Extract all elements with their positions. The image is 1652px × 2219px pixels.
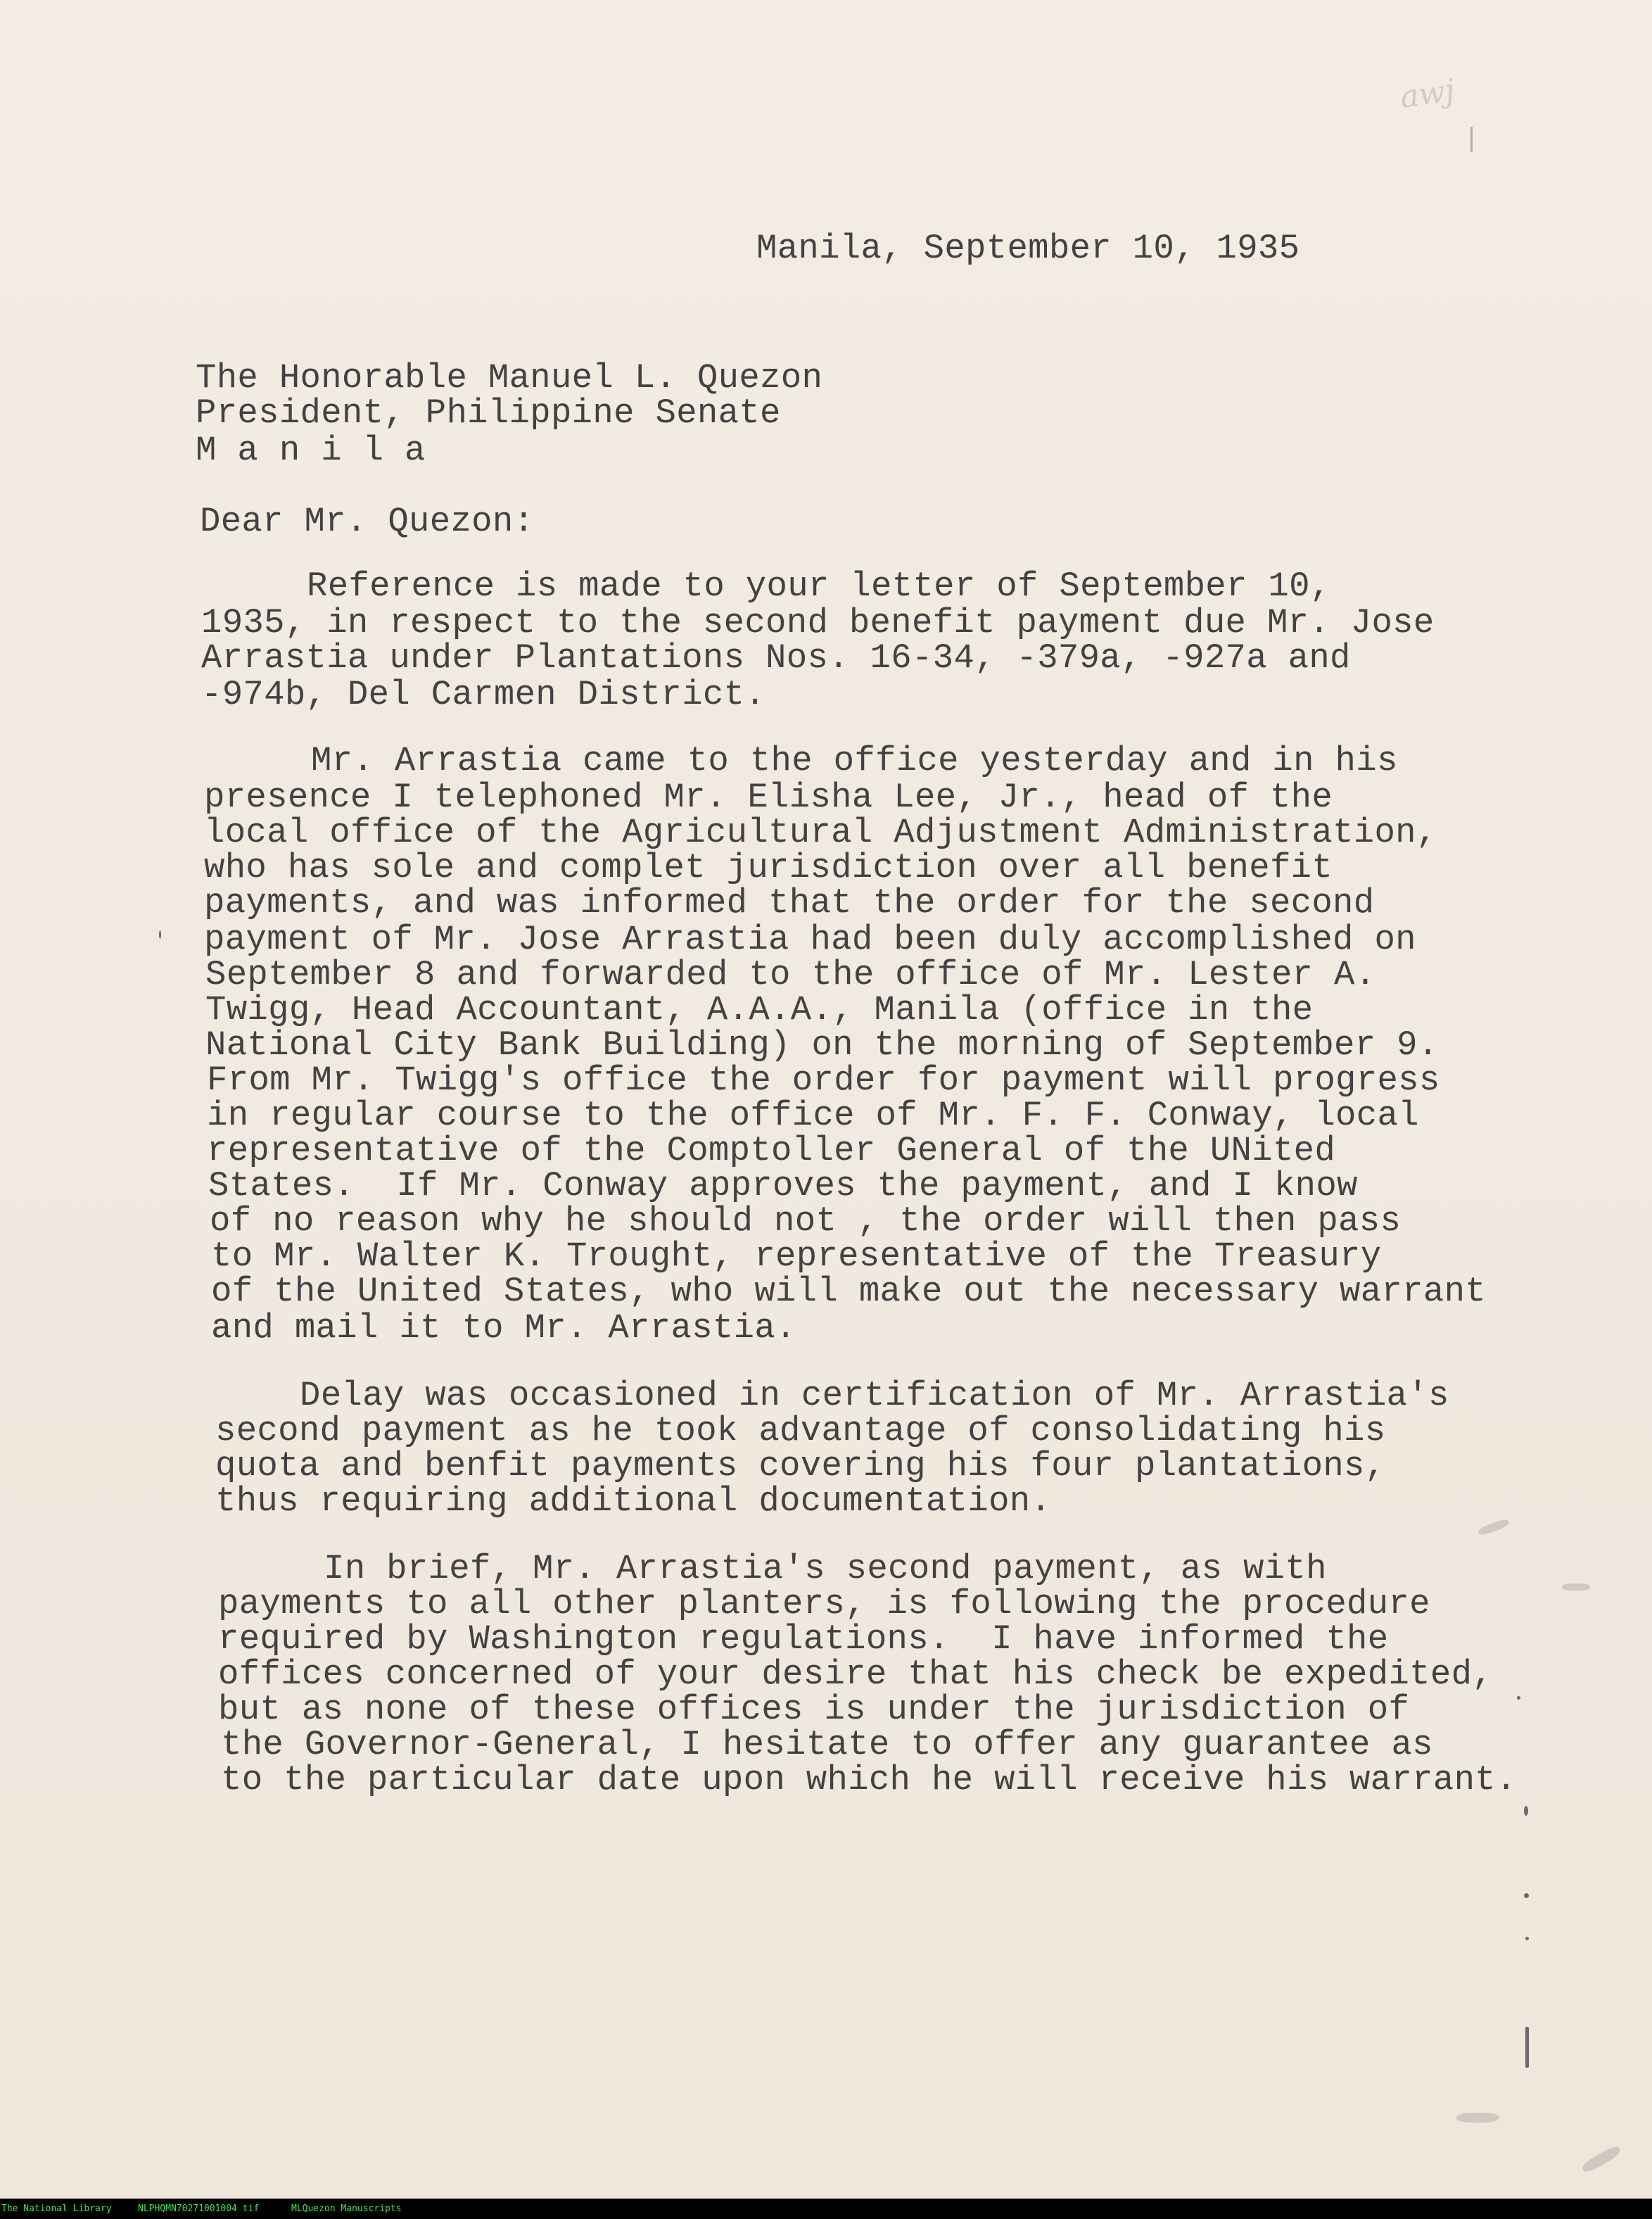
paragraph-2-line: From Mr. Twigg's office the order for payment will progress [207, 1061, 1440, 1100]
scan-footer-bar [0, 2199, 1652, 2219]
footer-library: The National Library [1, 2204, 112, 2214]
paper-speck [1524, 1806, 1528, 1816]
paragraph-1-line: 1935, in respect to the second benefit payment due Mr. Jose [201, 603, 1435, 643]
paragraph-3-line: quota and benfit payments covering his four plantations, [215, 1446, 1386, 1486]
paragraph-2-line: who has sole and complet jurisdiction over all benefit [204, 848, 1333, 887]
paragraph-2-line: States. If Mr. Conway approves the payment, and I know [208, 1166, 1358, 1206]
address-line-3: M a n i l a [196, 431, 426, 470]
address-line-1: The Honorable Manuel L. Quezon [196, 358, 823, 398]
footer-collection: MLQuezon Manuscripts [291, 2204, 402, 2214]
paragraph-4-line: payments to all other planters, is following the procedure [218, 1584, 1430, 1624]
paragraph-2-line: payments, and was informed that the order for the second [204, 883, 1375, 923]
paragraph-4-line: offices concerned of your desire that his check be expedited, [218, 1655, 1493, 1694]
paper-speck [159, 930, 161, 939]
paragraph-3-line: Delay was occasioned in certification of Mr. Arrastia's [300, 1376, 1449, 1415]
paper-smudge [1477, 1517, 1510, 1536]
paragraph-2-line: representative of the Comptoller General of the UNited [207, 1131, 1336, 1170]
address-line-2: President, Philippine Senate [196, 393, 781, 433]
paragraph-1-line: Arrastia under Plantations Nos. 16-34, -379a, -927a and [201, 638, 1351, 678]
paper-speck [1525, 1937, 1529, 1940]
paragraph-4-line: required by Washington regulations. I have informed the [218, 1619, 1389, 1659]
salutation: Dear Mr. Quezon: [200, 502, 535, 541]
paragraph-1-line: Reference is made to your letter of September 10, [307, 567, 1331, 606]
paragraph-4-line: to the particular date upon which he will receive his warrant. [221, 1760, 1517, 1800]
paper-speck [1524, 1893, 1529, 1898]
paragraph-2-line: September 8 and forwarded to the office of Mr. Lester A. [205, 955, 1376, 994]
paper-speck [1517, 1696, 1520, 1700]
paragraph-3-line: second payment as he took advantage of consolidating his [215, 1411, 1386, 1450]
paragraph-2-line: in regular course to the office of Mr. F. F. Conway, local [207, 1096, 1419, 1135]
paragraph-2-line: of no reason why he should not , the order will then pass [210, 1201, 1402, 1241]
footer-file-id: NLPHQMN70271001004 tif [138, 2204, 260, 2214]
paragraph-4-line: the Governor-General, I hesitate to offer any guarantee as [221, 1725, 1433, 1764]
paragraph-2-line: and mail it to Mr. Arrastia. [211, 1308, 796, 1348]
letter-date: Manila, September 10, 1935 [756, 229, 1300, 268]
pencil-tick-mark [1470, 127, 1473, 152]
paragraph-4-line: In brief, Mr. Arrastia's second payment, as with [324, 1549, 1327, 1588]
paragraph-2-line: Twigg, Head Accountant, A.A.A., Manila (office in the [205, 990, 1314, 1030]
paper-smudge [1580, 2144, 1622, 2175]
paragraph-4-line: but as none of these offices is under the jurisdiction of [218, 1690, 1410, 1729]
paragraph-2-line: Mr. Arrastia came to the office yesterday and in his [311, 741, 1398, 780]
margin-annotation: awj [1397, 72, 1457, 116]
paragraph-2-line: payment of Mr. Jose Arrastia had been duly accomplished on [204, 920, 1416, 959]
paragraph-1-line: -974b, Del Carmen District. [201, 675, 766, 714]
paper-smudge [1562, 1583, 1590, 1591]
paragraph-2-line: to Mr. Walter K. Trought, representative of the Treasury [211, 1237, 1382, 1276]
paragraph-2-line: presence I telephoned Mr. Elisha Lee, Jr., head of the [204, 778, 1333, 817]
paragraph-2-line: of the United States, who will make out the necessary warrant [211, 1272, 1486, 1311]
paper-speck [1525, 2027, 1529, 2068]
paper-smudge [1456, 2113, 1499, 2123]
paragraph-2-line: local office of the Agricultural Adjustment Administration, [204, 813, 1437, 852]
paragraph-3-line: thus requiring additional documentation. [215, 1481, 1052, 1521]
paragraph-2-line: National City Bank Building) on the morning of September 9. [205, 1025, 1439, 1065]
